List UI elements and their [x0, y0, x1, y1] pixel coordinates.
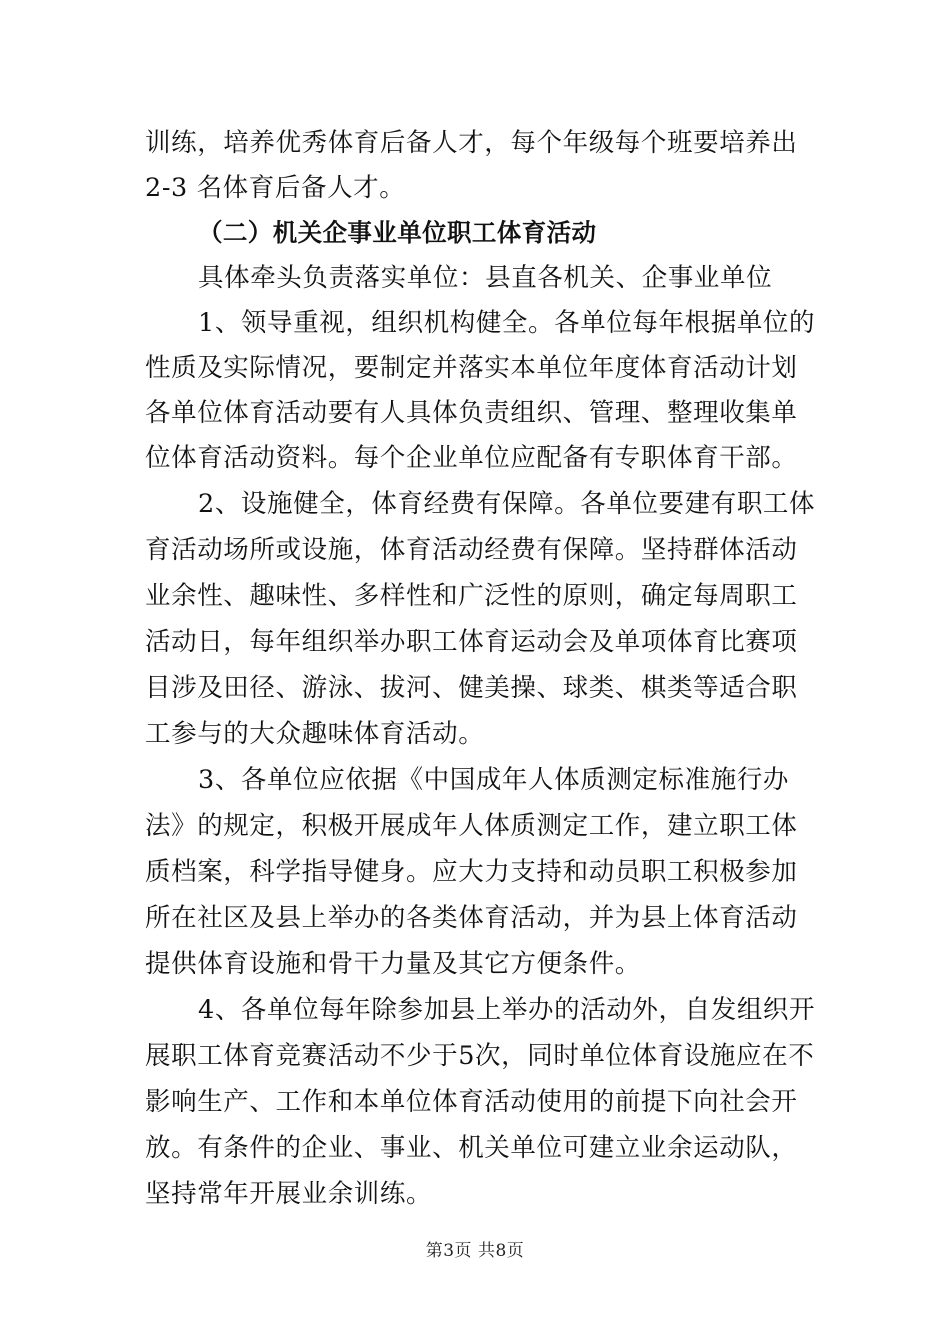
body-line: 质档案，科学指导健身。应大力支持和动员职工积极参加 [145, 857, 798, 887]
body-line: 放。有条件的企业、事业、机关单位可建立业余运动队， [145, 1133, 798, 1163]
body-line: 育活动场所或设施，体育活动经费有保障。坚持群体活动 [145, 535, 798, 565]
item-4-start: 4、各单位每年除参加县上举办的活动外，自发组织开 [198, 995, 816, 1025]
body-line: 各单位体育活动要有人具体负责组织、管理、整理收集单 [145, 398, 798, 428]
body-line: 2-3 名体育后备人才。 [145, 173, 406, 203]
body-line: 性质及实际情况，要制定并落实本单位年度体育活动计划 [145, 353, 798, 383]
body-line: 目涉及田径、游泳、拔河、健美操、球类、棋类等适合职 [145, 673, 798, 703]
body-line: 法》的规定，积极开展成年人体质测定工作，建立职工体 [145, 811, 798, 841]
body-line: 提供体育设施和骨干力量及其它方便条件。 [145, 949, 641, 979]
item-3-start: 3、各单位应依据《中国成年人体质测定标准施行办 [198, 765, 790, 795]
page-number-footer: 第3页 共8页 [425, 1241, 525, 1261]
body-line: 工参与的大众趣味体育活动。 [145, 719, 485, 749]
body-line: 位体育活动资料。每个企业单位应配备有专职体育干部。 [145, 443, 798, 473]
body-line: 训练，培养优秀体育后备人才，每个年级每个班要培养出 [145, 128, 798, 158]
body-line: 坚持常年开展业余训练。 [145, 1179, 433, 1209]
body-line: 影响生产、工作和本单位体育活动使用的前提下向社会开 [145, 1087, 798, 1117]
item-1-start: 1、领导重视，组织机构健全。各单位每年根据单位的 [198, 308, 816, 338]
body-line: 活动日，每年组织举办职工体育运动会及单项体育比赛项 [145, 627, 798, 657]
body-line: 展职工体育竞赛活动不少于5次，同时单位体育设施应在不 [145, 1041, 815, 1071]
section-heading: （二）机关企事业单位职工体育活动 [198, 218, 597, 247]
body-line: 业余性、趣味性、多样性和广泛性的原则，确定每周职工 [145, 581, 798, 611]
responsible-units-line: 具体牵头负责落实单位：县直各机关、企事业单位 [198, 263, 773, 293]
body-line: 所在社区及县上举办的各类体育活动，并为县上体育活动 [145, 903, 798, 933]
item-2-start: 2、设施健全，体育经费有保障。各单位要建有职工体 [198, 489, 816, 519]
